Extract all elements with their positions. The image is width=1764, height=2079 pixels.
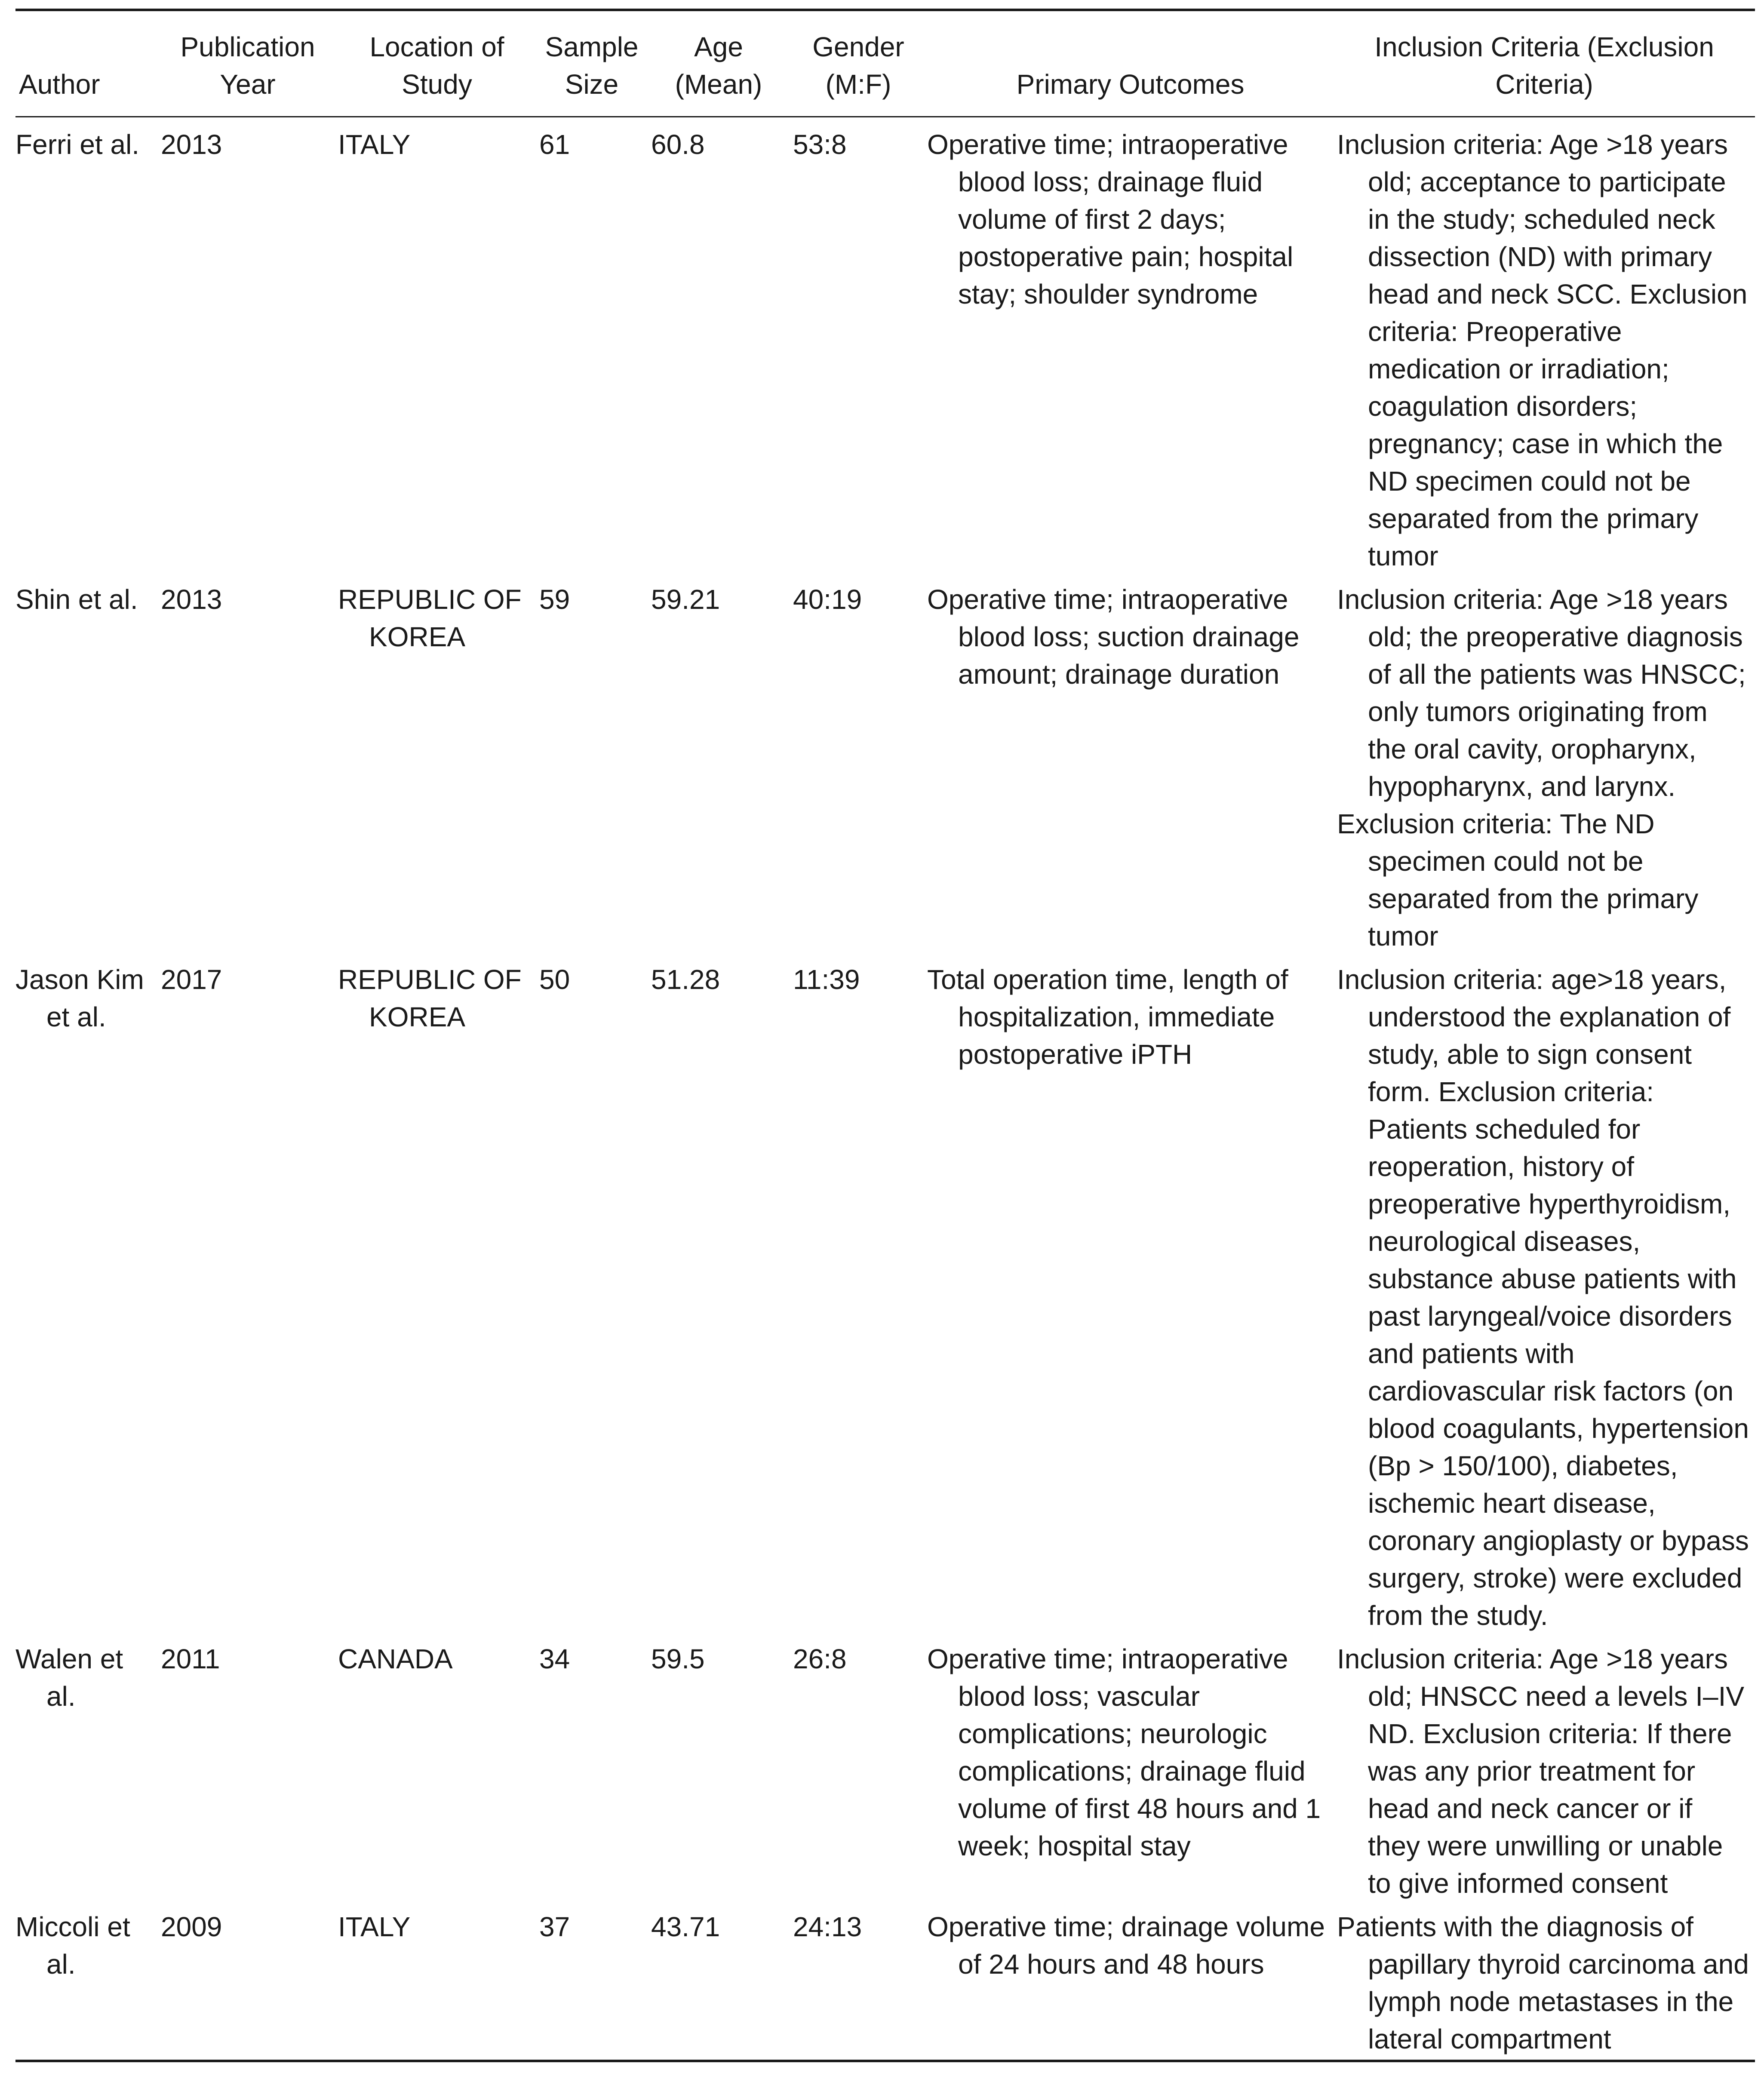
cell-age: 43.71 (651, 1911, 720, 1942)
study-characteristics-table-container (15, 9, 1755, 2062)
criteria-text: Inclusion criteria: Age >18 years old; HNSCC need a levels I–IV ND. Exclusion criteria: If there was any prior treatment for head and neck cancer or if they were unwilling or unable to give informed consent (1337, 1643, 1745, 1899)
cell-author: Miccoli et al. (15, 1911, 130, 1980)
table-row (15, 577, 1755, 957)
table-row (15, 1904, 1755, 2061)
cell-criteria (1334, 577, 1755, 957)
cell-sample-size: 37 (539, 1911, 570, 1942)
cell-age: 59.5 (651, 1643, 705, 1674)
cell-author: Shin et al. (15, 584, 138, 615)
cell-criteria (1334, 1904, 1755, 2061)
cell-sample-size: 59 (539, 584, 570, 615)
cell-location: ITALY (338, 1911, 411, 1942)
cell-age: 59.21 (651, 584, 720, 615)
cell-location: CANADA (338, 1643, 453, 1674)
cell-year: 2013 (161, 129, 222, 160)
header-sample-size: Sample Size (545, 31, 639, 100)
criteria-text: Inclusion criteria: Age >18 years old; the preoperative diagnosis of all the patients was HNSCC; only tumors originating from the oral cavity, oropharynx, hypopharynx, and larynx. (1337, 584, 1746, 802)
header-gender: Gender (M:F) (812, 31, 904, 100)
cell-gender: 53:8 (793, 129, 847, 160)
cell-location: REPUBLIC OF KOREA (338, 584, 522, 652)
cell-author: Jason Kim et al. (15, 964, 144, 1032)
cell-year: 2017 (161, 964, 222, 995)
cell-sample-size: 50 (539, 964, 570, 995)
cell-outcomes: Total operation time, length of hospitalization, immediate postoperative iPTH (927, 964, 1288, 1070)
cell-author: Ferri et al. (15, 129, 140, 160)
table-row (15, 1636, 1755, 1904)
header-primary-outcomes: Primary Outcomes (1016, 69, 1245, 100)
header-author: Author (19, 69, 100, 100)
cell-location: ITALY (338, 129, 411, 160)
table-row (15, 957, 1755, 1636)
cell-sample-size: 61 (539, 129, 570, 160)
cell-author: Walen et al. (15, 1643, 123, 1712)
cell-year: 2013 (161, 584, 222, 615)
cell-criteria (1334, 957, 1755, 1636)
cell-age: 51.28 (651, 964, 720, 995)
cell-outcomes: Operative time; drainage volume of 24 hours and 48 hours (927, 1911, 1325, 1980)
table-row (15, 117, 1755, 577)
table-header-row (15, 10, 1755, 117)
criteria-text: Inclusion criteria: age>18 years, understood the explanation of study, able to sign consent form. Exclusion criteria: Patients scheduled for reoperation, history of preoperative hyperthyroidism, neurological diseases, substance abuse patients with past laryngeal/voice disorders and patients with cardiovascular risk factors (on blood coagulants, hypertension (Bp > 150/100), diabetes, ischemic heart disease, coronary angioplasty or bypass surgery, stroke) were excluded from the study. (1337, 964, 1749, 1631)
cell-year: 2011 (161, 1643, 220, 1674)
cell-gender: 11:39 (793, 964, 860, 995)
header-criteria: Inclusion Criteria (Exclusion Criteria) (1374, 31, 1714, 100)
cell-year: 2009 (161, 1911, 222, 1942)
cell-outcomes: Operative time; intraoperative blood loss; suction drainage amount; drainage duration (927, 584, 1300, 690)
header-location: Location of Study (369, 31, 504, 100)
cell-age: 60.8 (651, 129, 705, 160)
cell-gender: 26:8 (793, 1643, 847, 1674)
header-age: Age (Mean) (675, 31, 762, 100)
cell-sample-size: 34 (539, 1643, 570, 1674)
study-characteristics-table (15, 9, 1755, 2062)
cell-criteria (1334, 1636, 1755, 1904)
cell-location: REPUBLIC OF KOREA (338, 964, 522, 1032)
cell-gender: 24:13 (793, 1911, 862, 1942)
cell-outcomes: Operative time; intraoperative blood loss; vascular complications; neurologic complications; drainage fluid volume of first 48 hours and 1 week; hospital stay (927, 1643, 1321, 1861)
cell-criteria (1334, 117, 1755, 577)
criteria-text: Inclusion criteria: Age >18 years old; acceptance to participate in the study; scheduled neck dissection (ND) with primary head and neck SCC. Exclusion criteria: Preoperative medication or irradiation; coagulation disorders; pregnancy; case in which the ND specimen could not be separated from the primary tumor (1337, 129, 1748, 571)
criteria-text: Patients with the diagnosis of papillary thyroid carcinoma and lymph node metastases in the lateral compartment (1337, 1911, 1749, 2054)
cell-outcomes: Operative time; intraoperative blood loss; drainage fluid volume of first 2 days; postoperative pain; hospital stay; shoulder syndrome (927, 129, 1294, 310)
header-publication-year: Publication Year (180, 31, 315, 100)
criteria-text: Exclusion criteria: The ND specimen could not be separated from the primary tumor (1337, 808, 1699, 952)
cell-gender: 40:19 (793, 584, 862, 615)
